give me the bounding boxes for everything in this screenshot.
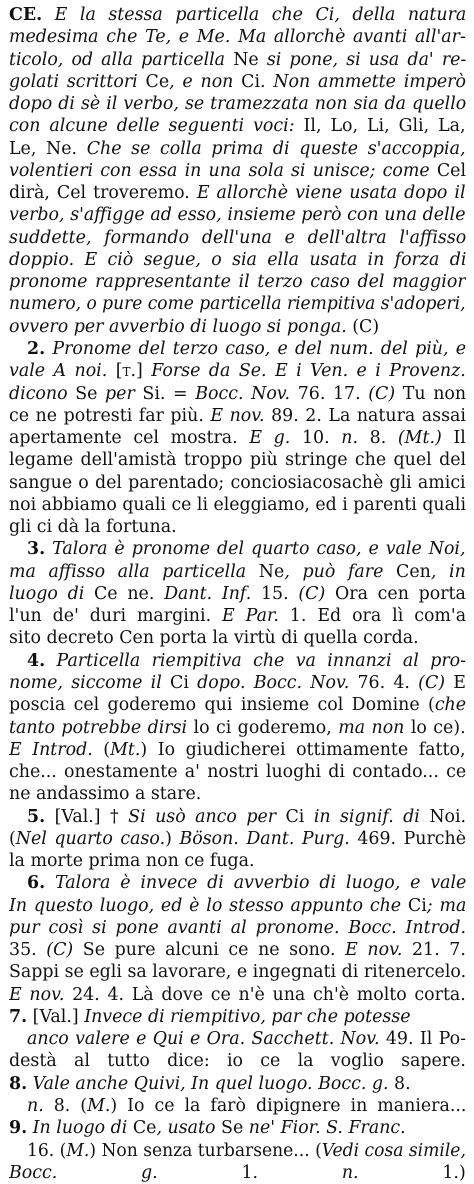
text-segment: Le, Ne.: [9, 138, 78, 159]
text-segment: dicono: [9, 383, 76, 404]
text-segment: 15.: [251, 583, 299, 604]
sense-number: 2.: [27, 338, 46, 359]
text-segment: ma non: [338, 717, 411, 738]
text-line: [9, 1140, 466, 1162]
text-segment: ne' Fior. S. Franc.: [243, 1118, 406, 1139]
text-segment: , può fare: [284, 561, 397, 582]
text-segment: (C): [368, 383, 396, 404]
text-segment: sito decreto Cen porta la virtù di quella corda.: [9, 628, 419, 649]
text-segment: E g.: [249, 428, 291, 449]
text-segment: golati scrittori: [9, 71, 146, 92]
text-line: [9, 383, 466, 405]
text-segment: ]: [136, 361, 152, 382]
text-segment: E nov.: [345, 940, 403, 961]
text-line: [9, 1095, 466, 1117]
text-segment: poscia cel goderemo qui insieme col Domine (: [9, 695, 435, 716]
text-segment: , in: [430, 561, 466, 582]
text-segment: ne andassimo a stare.: [9, 784, 202, 805]
text-segment: verbo, s'affigge ad esso, insieme però con una delle: [9, 205, 466, 226]
text-segment: Talora è invece di avverbio di luogo, e vale: [45, 873, 466, 894]
text-segment: ; ma: [426, 895, 466, 916]
text-line: [9, 293, 466, 315]
text-segment: E allorchè viene usata dopo il: [189, 183, 466, 204]
text-line: [9, 494, 466, 516]
text-segment: In questo luogo, ed è lo stesso appunto che: [9, 895, 408, 916]
text-line: [9, 717, 466, 739]
text-segment: dirà, Cel troveremo.: [9, 183, 190, 204]
text-segment: noi abbiamo quali ce li eleggiamo, ed i parenti quali: [9, 494, 466, 515]
text-line: [9, 984, 466, 1006]
text-line: [9, 71, 466, 93]
text-segment: Mt.: [110, 739, 141, 760]
text-line: [9, 761, 466, 783]
text-segment: suddette, formando dell'una e dell'altra l'affisso: [9, 227, 466, 248]
text-segment: 76. 4.: [349, 672, 419, 693]
text-segment: ovvero per avverbio di luogo si ponga.: [9, 316, 347, 337]
text-line: [9, 783, 466, 805]
text-segment: anco valere e Qui e Ora. Sacchett. Nov.: [27, 1029, 380, 1050]
text-segment: Particella riempitiva che va innanzi al pro-: [45, 650, 466, 671]
text-segment: Si. =: [142, 383, 196, 404]
text-segment: 49. Il Po-: [379, 1029, 466, 1050]
text-segment: pur così si pone avanti al pronome. Bocc. Introd.: [9, 917, 466, 938]
sense-number: 6.: [27, 873, 46, 894]
text-segment: Sappi se egli sa lavorare, e ingegnati di ritenercelo.: [9, 962, 466, 983]
text-line: [9, 49, 466, 71]
text-line: [9, 605, 466, 627]
text-segment: 1. Ed ora lì com'a: [278, 606, 466, 627]
text-line: [9, 806, 466, 828]
text-segment: Böson. Dant. Purg.: [179, 828, 350, 849]
text-line: [9, 917, 466, 939]
text-segment: ) Non senza turbarsene... (: [89, 1140, 322, 1161]
text-segment: Se pure alcuni ce ne sono.: [73, 940, 346, 961]
text-segment: Ci: [241, 71, 261, 92]
text-segment: Il, Lo, Li, Gli, La,: [303, 116, 466, 137]
text-segment: , usato: [156, 1118, 222, 1139]
text-segment: (Mt.): [397, 428, 442, 449]
text-segment: 469. Purchè: [349, 828, 466, 849]
text-segment: (C): [298, 583, 326, 604]
text-segment: 76. 17.: [290, 383, 369, 404]
text-segment: (C): [46, 940, 74, 961]
text-segment: Che se colla prima di queste s'accoppia,: [77, 138, 466, 159]
text-segment: tanto potrebbe dirsi: [9, 717, 194, 738]
text-segment: Il: [441, 428, 466, 449]
text-segment: (: [92, 739, 111, 760]
text-segment: luogo di: [9, 583, 94, 604]
text-segment: apertamente cel mostra.: [9, 428, 250, 449]
text-segment: Invece di riempitivo, par che potesse: [84, 1006, 411, 1027]
text-line: [9, 227, 466, 249]
text-segment: n.: [341, 428, 358, 449]
text-segment: E: [445, 672, 466, 693]
text-segment: 8. (: [43, 1096, 88, 1117]
text-segment: gli ci dà la fortuna.: [9, 517, 177, 538]
text-segment: Tu non: [395, 383, 466, 404]
text-segment: Vale anche Quivi, In quel luogo. Bocc. g.: [27, 1073, 389, 1094]
text-segment: per: [97, 383, 143, 404]
text-segment: E Par.: [222, 606, 279, 627]
text-segment: Cen: [396, 561, 431, 582]
text-segment: Vedi cosa simile,: [321, 1140, 466, 1161]
text-segment: volentieri con essa in una sola si unisce; come: [9, 160, 437, 181]
text-segment: ticolo, od alla particella: [9, 49, 234, 70]
text-segment: t.: [122, 361, 137, 382]
text-line: [9, 1028, 466, 1050]
sense-number: 7.: [9, 1006, 28, 1027]
text-line: [9, 160, 466, 182]
text-line: [9, 427, 466, 449]
text-segment: lo ce: [410, 717, 454, 738]
text-segment: 89. 2. La natura assai: [264, 405, 466, 426]
text-segment: n.: [341, 1162, 359, 1183]
text-line: [9, 360, 466, 382]
text-line: [9, 650, 466, 672]
text-segment: medesima che Te, e Me. Ma allorchè avanti all'ar-: [9, 27, 466, 48]
text-line: [9, 1050, 466, 1072]
text-segment: n.: [27, 1096, 44, 1117]
text-segment: Ce ne.: [94, 583, 165, 604]
text-segment: Ci: [285, 806, 314, 827]
text-segment: ).: [453, 717, 466, 738]
text-segment: ): [165, 828, 180, 849]
text-segment: Si usò anco per: [128, 806, 286, 827]
text-segment: 8.: [388, 1073, 411, 1094]
text-line: [9, 115, 466, 137]
text-segment: Se: [221, 1118, 244, 1139]
text-line: [9, 182, 466, 204]
entry-ce-text: [9, 4, 466, 1184]
text-segment: Forse da Se. E i Ven. e i Provenz.: [151, 361, 466, 382]
text-line: [9, 538, 466, 560]
text-segment: destà al tutto dice: io ce la voglio sapere.: [9, 1051, 466, 1072]
text-segment: che... onestamente a' nostri luoghi di contado... ce: [9, 762, 466, 783]
text-segment: Nel quarto caso.: [15, 828, 166, 849]
text-line: [9, 739, 466, 761]
text-segment: Pronome del terzo caso, e del num. del più, e: [45, 338, 466, 359]
text-segment: Bocc. g.: [9, 1162, 158, 1183]
text-segment: [: [107, 361, 123, 382]
text-line: [9, 850, 466, 872]
text-segment: 10.: [290, 428, 342, 449]
text-segment: 1.): [358, 1162, 466, 1183]
text-segment: Ci: [170, 672, 189, 693]
text-segment: Dant. Inf.: [164, 583, 252, 604]
text-segment: 21. 7.: [402, 940, 466, 961]
text-line: [9, 1117, 466, 1139]
text-segment: l'un de' duri margini.: [9, 606, 223, 627]
text-segment: numero, o pure come particella riempitiva s'adoperi,: [9, 294, 466, 315]
text-segment: Ce: [132, 1118, 157, 1139]
text-segment: in signif. di: [313, 806, 430, 827]
text-line: [9, 672, 466, 694]
text-segment: Ce: [145, 71, 170, 92]
text-segment: 8.: [358, 428, 398, 449]
text-segment: Noi.: [429, 806, 466, 827]
text-segment: (C): [418, 672, 446, 693]
text-line: [9, 627, 466, 649]
text-segment: E nov.: [9, 984, 65, 1005]
text-line: [9, 583, 466, 605]
text-line: [9, 4, 466, 26]
text-line: [9, 895, 466, 917]
text-line: [9, 204, 466, 226]
text-segment: nome, siccome il: [9, 672, 171, 693]
text-segment: con alcune delle seguenti voci:: [9, 116, 304, 137]
text-segment: ) Io ce la farò dipignere in maniera...: [110, 1096, 466, 1117]
text-segment: Ora cen porta: [325, 583, 466, 604]
text-line: [9, 472, 466, 494]
text-line: [9, 694, 466, 716]
text-segment: Ci: [407, 895, 427, 916]
sense-number: 8.: [9, 1073, 28, 1094]
text-line: [9, 93, 466, 115]
text-segment: E nov.: [210, 405, 265, 426]
text-line: [9, 516, 466, 538]
text-segment: si pone, si usa da' re-: [258, 49, 466, 70]
text-segment: (: [9, 828, 16, 849]
text-segment: 16. (: [27, 1140, 67, 1161]
text-line: [9, 449, 466, 471]
text-segment: 1.: [157, 1162, 342, 1183]
text-segment: ) Io giudicherei ottimamente fatto,: [140, 739, 466, 760]
text-line: [9, 828, 466, 850]
text-segment: In luogo di: [27, 1118, 133, 1139]
text-segment: vale A noi.: [9, 361, 108, 382]
sense-number: 9.: [9, 1118, 28, 1139]
text-segment: . Non ammette imperò: [260, 71, 466, 92]
text-segment: M.: [87, 1096, 111, 1117]
text-segment: che: [434, 695, 466, 716]
text-segment: Talora è pronome del quarto caso, e vale Noi,: [45, 539, 466, 560]
text-line: [9, 1162, 466, 1184]
text-line: [9, 405, 466, 427]
text-segment: la morte prima non ce fuga.: [9, 851, 255, 872]
text-segment: , e non: [169, 71, 242, 92]
text-line: [9, 561, 466, 583]
text-segment: 24. 4. Là dove ce n'è una ch'è molto corta.: [64, 984, 466, 1005]
text-line: [9, 872, 466, 894]
text-line: [9, 961, 466, 983]
text-segment: Se: [75, 383, 98, 404]
text-segment: Ne: [258, 561, 285, 582]
text-line: [9, 1073, 466, 1095]
text-segment: Bocc. Nov.: [195, 383, 291, 404]
text-segment: Ne: [233, 49, 259, 70]
text-segment: doppio. E ciò segue, o sia ella usata in forza di: [9, 249, 466, 270]
text-line: [9, 138, 466, 160]
text-line: [9, 271, 466, 293]
text-segment: Cel: [436, 160, 466, 181]
text-segment: pronome rappresentante il terzo caso del maggior: [9, 272, 466, 293]
text-line: [9, 316, 466, 338]
text-segment: legame dell'amistà troppo più stringe che quel del: [9, 450, 466, 471]
text-segment: E la stessa particella che Ci, della natura: [42, 5, 466, 25]
text-line: [9, 939, 466, 961]
text-segment: [Val.] †: [45, 806, 129, 827]
text-segment: E Introd.: [9, 739, 93, 760]
text-line: [9, 26, 466, 48]
text-segment: 35.: [9, 940, 47, 961]
text-segment: (C): [346, 316, 380, 337]
text-line: [9, 338, 466, 360]
text-line: [9, 1006, 466, 1028]
text-segment: ce ne potresti far più.: [9, 405, 211, 426]
text-segment: lo ci goderemo,: [193, 717, 339, 738]
text-segment: ma affisso alla particella: [9, 561, 259, 582]
sense-number: CE.: [9, 5, 43, 25]
text-segment: [Val.]: [27, 1006, 85, 1027]
sense-number: 3.: [27, 539, 46, 560]
text-segment: M.: [66, 1140, 90, 1161]
sense-number: 4.: [27, 650, 46, 671]
text-segment: dopo di sè il verbo, se tramezzata non sia da quello: [9, 94, 466, 115]
text-line: [9, 249, 466, 271]
sense-number: 5.: [27, 806, 46, 827]
text-segment: dopo. Bocc. Nov.: [188, 672, 350, 693]
text-segment: sangue o del parentado; conciosiacosachè gli amici: [9, 472, 466, 493]
